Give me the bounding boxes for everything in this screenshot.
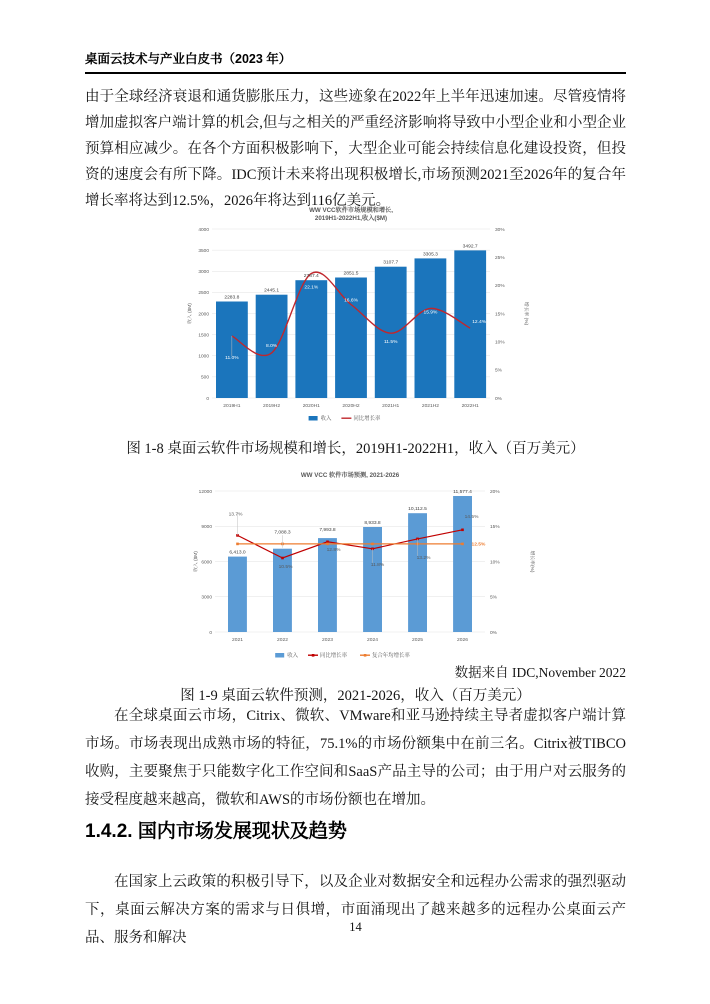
svg-text:2021H2: 2021H2 bbox=[421, 404, 439, 409]
svg-text:2445.1: 2445.1 bbox=[264, 288, 280, 294]
paragraph-domestic-market: 在国家上云政策的积极引导下，以及企业对数据安全和远程办公需求的强烈驱动下，桌面云解决方案的需求与日俱增，市面涌现出了越来越多的远程办公桌面云产品、服务和解决 bbox=[85, 874, 626, 946]
svg-text:5%: 5% bbox=[490, 595, 497, 601]
svg-text:2023: 2023 bbox=[322, 638, 333, 643]
data-source-note: 数据来自 IDC,November 2022 bbox=[454, 665, 626, 680]
svg-text:9000: 9000 bbox=[201, 525, 212, 531]
bar bbox=[295, 280, 327, 398]
svg-text:2020H1: 2020H1 bbox=[302, 404, 320, 409]
svg-text:同比增长率: 同比增长率 bbox=[353, 416, 381, 422]
bar bbox=[415, 258, 447, 398]
svg-text:收入: 收入 bbox=[320, 416, 332, 422]
svg-text:7,993.8: 7,993.8 bbox=[319, 528, 336, 534]
svg-text:增长率(%): 增长率(%) bbox=[529, 550, 534, 573]
svg-text:8.0%: 8.0% bbox=[265, 343, 278, 349]
marker bbox=[371, 543, 374, 546]
svg-text:10.5%: 10.5% bbox=[278, 564, 293, 570]
svg-text:3492.7: 3492.7 bbox=[462, 244, 478, 250]
svg-text:1500: 1500 bbox=[198, 333, 209, 339]
svg-text:10%: 10% bbox=[495, 340, 505, 346]
svg-text:6,413.0: 6,413.0 bbox=[229, 550, 246, 556]
svg-text:2026: 2026 bbox=[457, 638, 468, 643]
marker bbox=[281, 557, 284, 560]
svg-text:12.5%: 12.5% bbox=[471, 542, 486, 548]
svg-text:10,112.5: 10,112.5 bbox=[408, 507, 427, 513]
svg-text:收入 ($M): 收入 ($M) bbox=[194, 551, 199, 572]
svg-text:13.2%: 13.2% bbox=[416, 555, 431, 561]
vcc-market-size-growth-chart bbox=[185, 203, 530, 425]
svg-text:2022: 2022 bbox=[277, 638, 288, 643]
svg-text:4000: 4000 bbox=[198, 227, 209, 233]
svg-text:3107.7: 3107.7 bbox=[383, 260, 399, 266]
svg-text:11,577.4: 11,577.4 bbox=[453, 489, 472, 495]
svg-text:3000: 3000 bbox=[198, 270, 209, 276]
svg-text:收入: 收入 bbox=[287, 653, 298, 659]
svg-text:16.6%: 16.6% bbox=[344, 298, 358, 304]
svg-text:20%: 20% bbox=[490, 489, 500, 495]
svg-text:2500: 2500 bbox=[198, 291, 209, 297]
bar bbox=[375, 267, 407, 398]
page-header-title: 桌面云技术与产业白皮书（2023 年） bbox=[85, 52, 292, 66]
svg-text:2024: 2024 bbox=[367, 638, 378, 643]
svg-text:0: 0 bbox=[206, 396, 209, 402]
svg-text:11.5%: 11.5% bbox=[383, 340, 398, 346]
bar bbox=[273, 549, 292, 632]
svg-text:3500: 3500 bbox=[198, 248, 209, 254]
bar bbox=[228, 557, 247, 632]
svg-text:25%: 25% bbox=[495, 255, 505, 261]
section-heading-1-4-2: 1.4.2. 国内市场发展现状及趋势 bbox=[85, 821, 347, 842]
svg-text:2019H2: 2019H2 bbox=[263, 404, 281, 409]
svg-text:3305.3: 3305.3 bbox=[422, 252, 438, 258]
svg-text:2851.5: 2851.5 bbox=[343, 271, 359, 277]
marker bbox=[461, 543, 464, 546]
svg-text:15.9%: 15.9% bbox=[423, 310, 438, 316]
svg-text:2020H2: 2020H2 bbox=[342, 404, 360, 409]
svg-text:2019H1-2022H1,收入($M): 2019H1-2022H1,收入($M) bbox=[314, 215, 388, 222]
paragraph-market-outlook: 由于全球经济衰退和通货膨胀压力，这些迹象在2022年上半年迅速加速。尽管疫情将增加虚拟客户端计算的机会,但与之相关的严重经济影响将导致中小型企业和小型企业预算相应减少。在各个方面积极影响下，大型企业可能会持续信息化建设投资，但投资的速度会有所下降。IDC预计未来将出现积极增长,市场预测2021至2026年的复合年增长率将达到12.5%，2026年将达到116亿美元。 bbox=[85, 89, 626, 209]
svg-text:13.7%: 13.7% bbox=[228, 512, 243, 518]
figure-1-9-chart bbox=[191, 467, 536, 662]
marker bbox=[461, 529, 464, 532]
vcc-market-forecast-chart bbox=[191, 467, 536, 662]
chart-legend bbox=[275, 651, 410, 659]
svg-text:15%: 15% bbox=[495, 312, 505, 318]
figure-1-8-caption: 图 1-8 桌面云软件市场规模和增长，2019H1-2022H1，收入（百万美元） bbox=[126, 441, 585, 457]
svg-text:1000: 1000 bbox=[198, 354, 209, 360]
svg-text:20%: 20% bbox=[495, 284, 505, 290]
svg-text:6000: 6000 bbox=[201, 560, 212, 566]
header-rule bbox=[85, 72, 626, 74]
revenue-bars bbox=[228, 496, 472, 632]
svg-text:2021: 2021 bbox=[232, 638, 243, 643]
svg-text:14.5%: 14.5% bbox=[464, 514, 479, 520]
data-labels bbox=[229, 489, 486, 570]
svg-text:8,933.8: 8,933.8 bbox=[364, 521, 381, 527]
legend-swatch bbox=[309, 416, 318, 421]
page-number: 14 bbox=[349, 920, 362, 934]
svg-text:同比增长率: 同比增长率 bbox=[320, 653, 347, 659]
marker bbox=[326, 543, 329, 546]
gridlines bbox=[215, 491, 485, 632]
svg-text:收入 ($M): 收入 ($M) bbox=[188, 303, 193, 324]
figure-1-9-caption: 图 1-9 桌面云软件预测，2021-2026，收入（百万美元） bbox=[180, 688, 531, 704]
svg-text:2021H1: 2021H1 bbox=[382, 404, 400, 409]
svg-text:WW VCC 软件市场预测, 2021-2026: WW VCC 软件市场预测, 2021-2026 bbox=[300, 472, 400, 479]
svg-text:WW VCC软件市场规模和增长,: WW VCC软件市场规模和增长, bbox=[309, 207, 393, 214]
svg-text:增长率 (%): 增长率 (%) bbox=[523, 301, 528, 326]
svg-text:500: 500 bbox=[200, 375, 209, 381]
legend-marker bbox=[312, 654, 315, 657]
svg-text:12000: 12000 bbox=[198, 489, 212, 495]
marker bbox=[236, 543, 239, 546]
figure-1-8-chart bbox=[185, 203, 530, 425]
svg-text:2025: 2025 bbox=[412, 638, 423, 643]
svg-text:22.1%: 22.1% bbox=[304, 285, 319, 291]
svg-text:7,088.3: 7,088.3 bbox=[274, 530, 291, 536]
svg-text:2022H1: 2022H1 bbox=[461, 404, 479, 409]
legend-swatch bbox=[275, 653, 284, 658]
svg-text:0: 0 bbox=[209, 630, 212, 636]
svg-text:12.8%: 12.8% bbox=[326, 547, 341, 553]
svg-text:0%: 0% bbox=[495, 396, 502, 402]
bar bbox=[335, 278, 367, 399]
bar bbox=[408, 513, 427, 632]
svg-text:5%: 5% bbox=[495, 368, 502, 374]
svg-text:10%: 10% bbox=[490, 560, 500, 566]
legend-marker bbox=[364, 654, 367, 657]
svg-text:12.4%: 12.4% bbox=[472, 320, 487, 326]
svg-text:2283.8: 2283.8 bbox=[224, 295, 240, 301]
svg-text:11.0%: 11.0% bbox=[225, 356, 239, 362]
svg-text:3000: 3000 bbox=[201, 595, 212, 601]
svg-text:0%: 0% bbox=[490, 630, 497, 636]
svg-text:11.8%: 11.8% bbox=[370, 562, 385, 568]
svg-text:2000: 2000 bbox=[198, 312, 209, 318]
chart-legend bbox=[309, 414, 381, 422]
svg-text:30%: 30% bbox=[495, 227, 505, 233]
svg-text:15%: 15% bbox=[490, 525, 500, 531]
svg-text:2019H1: 2019H1 bbox=[223, 404, 241, 409]
svg-text:2787.4: 2787.4 bbox=[303, 274, 319, 280]
growth-lines bbox=[236, 529, 464, 560]
svg-text:复合年均增长率: 复合年均增长率 bbox=[372, 653, 410, 659]
paragraph-global-market: 在全球桌面云市场，Citrix、微软、VMware和亚马逊持续主导者虚拟客户端计算市场。市场表现出成熟市场的特征，75.1%的市场份额集中在前三名。Citrix被TIBCO收购，主要聚焦于只能数字化工作空间和SaaS产品主导的公司；由于用户对云服务的接受程度越来越高，微软和AWS的市场份额也在增加。 bbox=[85, 708, 626, 808]
